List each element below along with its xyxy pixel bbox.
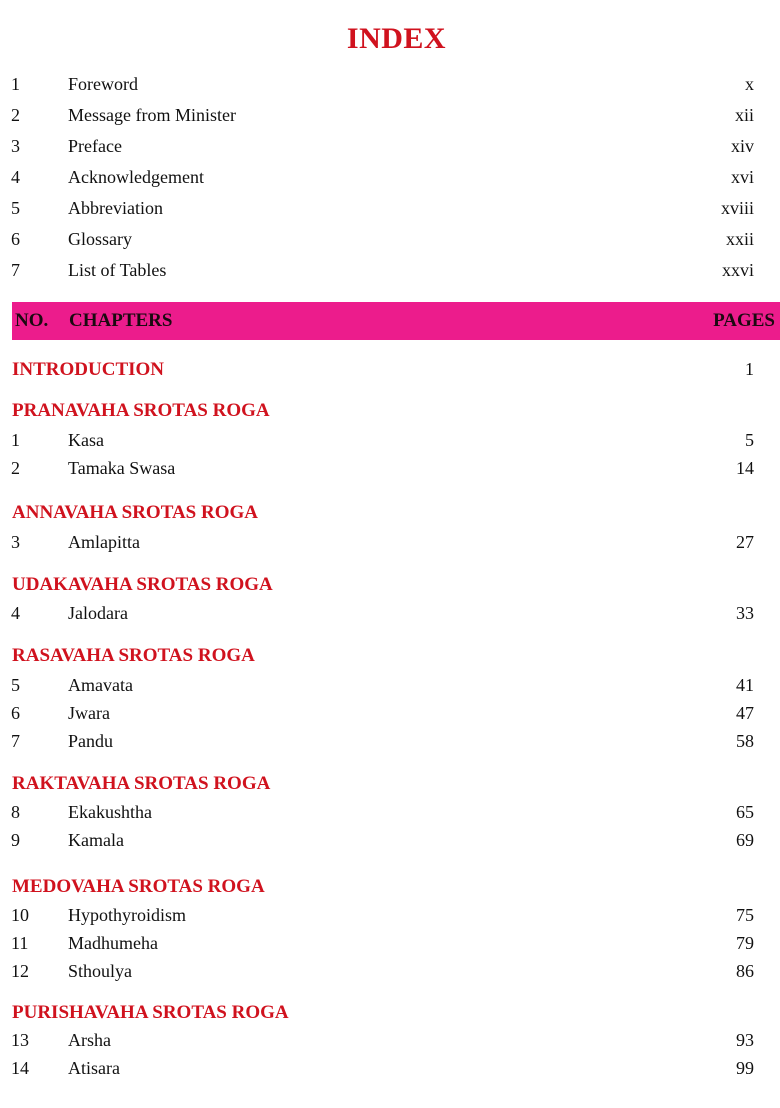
header-no: NO. — [15, 310, 49, 331]
chapter-number: 14 — [11, 1058, 29, 1078]
chapter-title: Sthoulya — [68, 961, 133, 981]
chapter-row — [0, 802, 780, 826]
chapter-page: 93 — [736, 1030, 754, 1050]
chapter-number: 9 — [11, 830, 20, 850]
chapter-row — [0, 603, 780, 627]
entry-number: 4 — [11, 167, 20, 187]
chapter-page: 65 — [736, 802, 754, 822]
chapter-row — [0, 830, 780, 854]
front-matter-row — [0, 229, 780, 253]
front-matter-row — [0, 198, 780, 222]
entry-number: 5 — [11, 198, 20, 218]
chapter-title: Arsha — [68, 1030, 111, 1050]
section-heading: ANNAVAHA SROTAS ROGA — [12, 502, 258, 523]
chapter-title: Jalodara — [68, 603, 128, 623]
chapter-row — [0, 905, 780, 929]
chapter-row — [0, 1058, 780, 1082]
front-matter-row — [0, 74, 780, 98]
chapter-title: Hypothyroidism — [68, 905, 187, 925]
chapter-number: 5 — [11, 675, 20, 695]
chapter-row — [0, 532, 780, 556]
entry-page: xiv — [730, 136, 754, 156]
section-heading: UDAKAVAHA SROTAS ROGA — [12, 574, 273, 595]
chapter-row — [0, 675, 780, 699]
chapter-page: 58 — [736, 731, 754, 751]
chapter-title: Amavata — [68, 675, 133, 695]
chapter-number: 4 — [11, 603, 20, 623]
section-heading: RAKTAVAHA SROTAS ROGA — [12, 773, 271, 794]
chapter-page: 99 — [736, 1058, 754, 1078]
introduction-page: 1 — [745, 359, 754, 379]
chapter-page: 79 — [736, 933, 754, 953]
entry-number: 7 — [11, 260, 20, 280]
chapter-number: 11 — [11, 933, 29, 953]
chapter-number: 2 — [11, 458, 20, 478]
header-pages: PAGES — [713, 310, 775, 331]
front-matter-row — [0, 260, 780, 284]
entry-page: x — [745, 74, 754, 94]
chapter-number: 6 — [11, 703, 20, 723]
chapter-row — [0, 703, 780, 727]
introduction-heading: INTRODUCTION — [12, 359, 165, 380]
chapter-title: Madhumeha — [68, 933, 158, 953]
section-heading: PURISHAVAHA SROTAS ROGA — [12, 1002, 289, 1023]
chapter-page: 86 — [736, 961, 754, 981]
entry-number: 6 — [11, 229, 20, 249]
entry-page: xxvi — [721, 260, 754, 280]
chapter-number: 13 — [11, 1030, 29, 1050]
chapter-row — [0, 731, 780, 755]
chapter-title: Jwara — [68, 703, 110, 723]
chapter-number: 7 — [11, 731, 20, 751]
entry-page: xii — [734, 105, 754, 125]
entry-title: List of Tables — [68, 260, 167, 280]
entry-page: xxii — [725, 229, 754, 249]
entry-title: Acknowledgement — [68, 167, 204, 187]
chapter-page: 75 — [736, 905, 754, 925]
section-heading: PRANAVAHA SROTAS ROGA — [12, 400, 270, 421]
entry-number: 1 — [11, 74, 20, 94]
chapter-page: 5 — [745, 430, 754, 450]
chapter-title: Atisara — [68, 1058, 120, 1078]
chapter-row — [0, 1030, 780, 1054]
chapter-title: Tamaka Swasa — [68, 458, 176, 478]
header-chapters: CHAPTERS — [69, 310, 173, 331]
entry-title: Preface — [68, 136, 122, 156]
chapter-page: 41 — [736, 675, 754, 695]
chapter-number: 3 — [11, 532, 20, 552]
front-matter-row — [0, 105, 780, 129]
chapter-row — [0, 430, 780, 454]
chapter-row — [0, 933, 780, 957]
entry-number: 2 — [11, 105, 20, 125]
chapter-number: 1 — [11, 430, 20, 450]
chapter-page: 14 — [736, 458, 754, 478]
section-heading: MEDOVAHA SROTAS ROGA — [12, 876, 265, 897]
entry-title: Abbreviation — [68, 198, 163, 218]
chapter-page: 47 — [736, 703, 754, 723]
chapter-page: 33 — [736, 603, 754, 623]
front-matter-row — [0, 167, 780, 191]
chapter-number: 10 — [11, 905, 29, 925]
entry-title: Foreword — [68, 74, 138, 94]
section-heading: RASAVAHA SROTAS ROGA — [12, 645, 255, 666]
entry-number: 3 — [11, 136, 20, 156]
chapter-number: 12 — [11, 961, 29, 981]
entry-page: xvi — [730, 167, 754, 187]
chapter-title: Kamala — [68, 830, 124, 850]
chapter-row — [0, 458, 780, 482]
entry-title: Message from Minister — [68, 105, 236, 125]
chapter-page: 69 — [736, 830, 754, 850]
page-title: INDEX — [346, 22, 447, 55]
chapter-title: Kasa — [68, 430, 104, 450]
chapter-row — [0, 961, 780, 985]
chapter-page: 27 — [736, 532, 754, 552]
front-matter-row — [0, 136, 780, 160]
table-header-banner — [12, 302, 780, 340]
entry-title: Glossary — [68, 229, 132, 249]
entry-page: xviii — [720, 198, 754, 218]
chapter-number: 8 — [11, 802, 20, 822]
chapter-title: Pandu — [68, 731, 113, 751]
chapter-title: Amlapitta — [68, 532, 140, 552]
chapter-title: Ekakushtha — [68, 802, 152, 822]
